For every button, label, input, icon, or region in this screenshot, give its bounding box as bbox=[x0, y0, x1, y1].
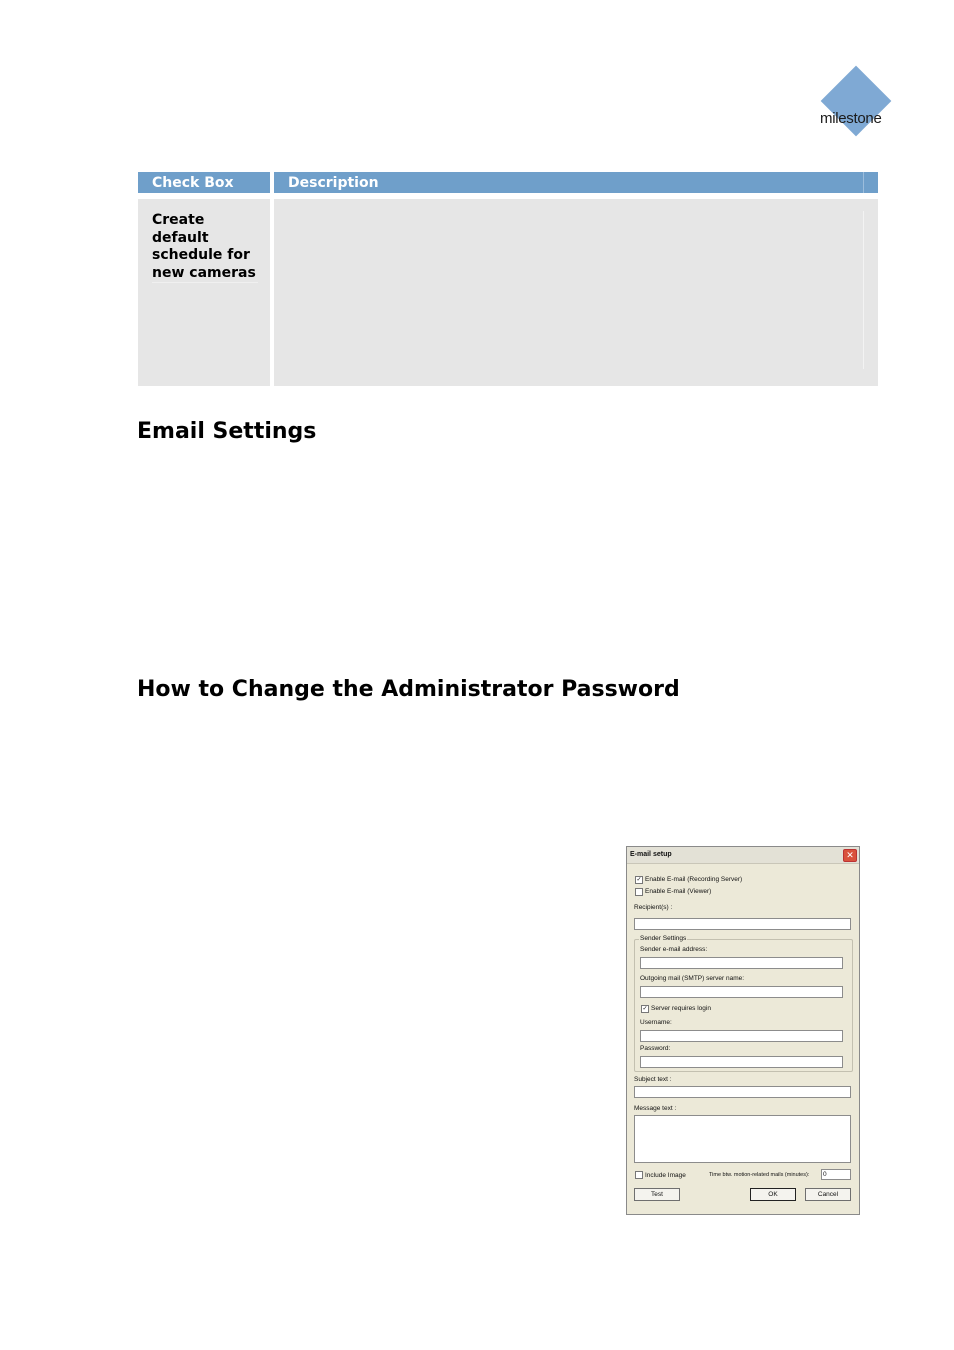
recipients-input[interactable] bbox=[634, 918, 851, 930]
server-requires-login-label: Server requires login bbox=[651, 1005, 711, 1012]
dialog-title-bar bbox=[627, 847, 859, 864]
sender-address-input[interactable] bbox=[640, 957, 843, 969]
time-between-input[interactable]: 0 bbox=[821, 1169, 851, 1180]
password-input[interactable] bbox=[640, 1056, 843, 1068]
username-input[interactable] bbox=[640, 1030, 843, 1042]
cancel-button[interactable]: Cancel bbox=[805, 1188, 851, 1201]
table-header-check-box: Check Box bbox=[138, 172, 270, 193]
sender-address-label: Sender e-mail address: bbox=[640, 946, 708, 953]
enable-viewer-label: Enable E-mail (Viewer) bbox=[645, 888, 712, 895]
server-requires-login-checkbox[interactable]: ✓ bbox=[642, 1006, 648, 1012]
message-label: Message text : bbox=[634, 1105, 677, 1112]
enable-recording-server-label: Enable E-mail (Recording Server) bbox=[645, 876, 743, 883]
include-image-label: Include Image bbox=[645, 1172, 686, 1179]
check-box-name: Create default schedule for new cameras bbox=[152, 212, 258, 283]
table-header-description bbox=[274, 172, 878, 193]
password-label: Password: bbox=[640, 1045, 671, 1052]
close-icon[interactable]: ✕ bbox=[843, 849, 857, 862]
smtp-label: Outgoing mail (SMTP) server name: bbox=[640, 975, 745, 982]
sender-settings-label: Sender Settings bbox=[640, 935, 687, 942]
dialog-title: E-mail setup bbox=[630, 851, 672, 858]
check-box-table bbox=[137, 172, 878, 386]
email-settings-heading: Email Settings bbox=[137, 419, 317, 444]
test-button[interactable]: Test bbox=[634, 1188, 680, 1201]
table-cell-check-box bbox=[138, 199, 270, 386]
cell-divider bbox=[863, 211, 864, 369]
message-textarea[interactable] bbox=[634, 1115, 851, 1163]
subject-label: Subject text : bbox=[634, 1076, 672, 1083]
email-setup-dialog bbox=[626, 846, 860, 1215]
milestone-logo bbox=[818, 66, 894, 142]
username-label: Username: bbox=[640, 1019, 672, 1026]
change-password-heading: How to Change the Administrator Password bbox=[137, 677, 680, 702]
table-header-description-label: Description bbox=[288, 175, 379, 191]
enable-recording-server-checkbox[interactable]: ✓ bbox=[636, 877, 642, 883]
smtp-input[interactable] bbox=[640, 986, 843, 998]
recipients-label: Recipient(s) : bbox=[634, 904, 673, 911]
ok-button[interactable]: OK bbox=[750, 1188, 796, 1201]
time-between-label: Time btw. motion-related mails (minutes): bbox=[709, 1172, 810, 1178]
table-cell-description bbox=[274, 199, 878, 386]
subject-input[interactable] bbox=[634, 1086, 851, 1098]
enable-viewer-checkbox[interactable] bbox=[635, 888, 643, 896]
header-divider bbox=[863, 172, 864, 193]
include-image-checkbox[interactable] bbox=[635, 1171, 643, 1179]
logo-wordmark: milestone bbox=[820, 110, 882, 127]
